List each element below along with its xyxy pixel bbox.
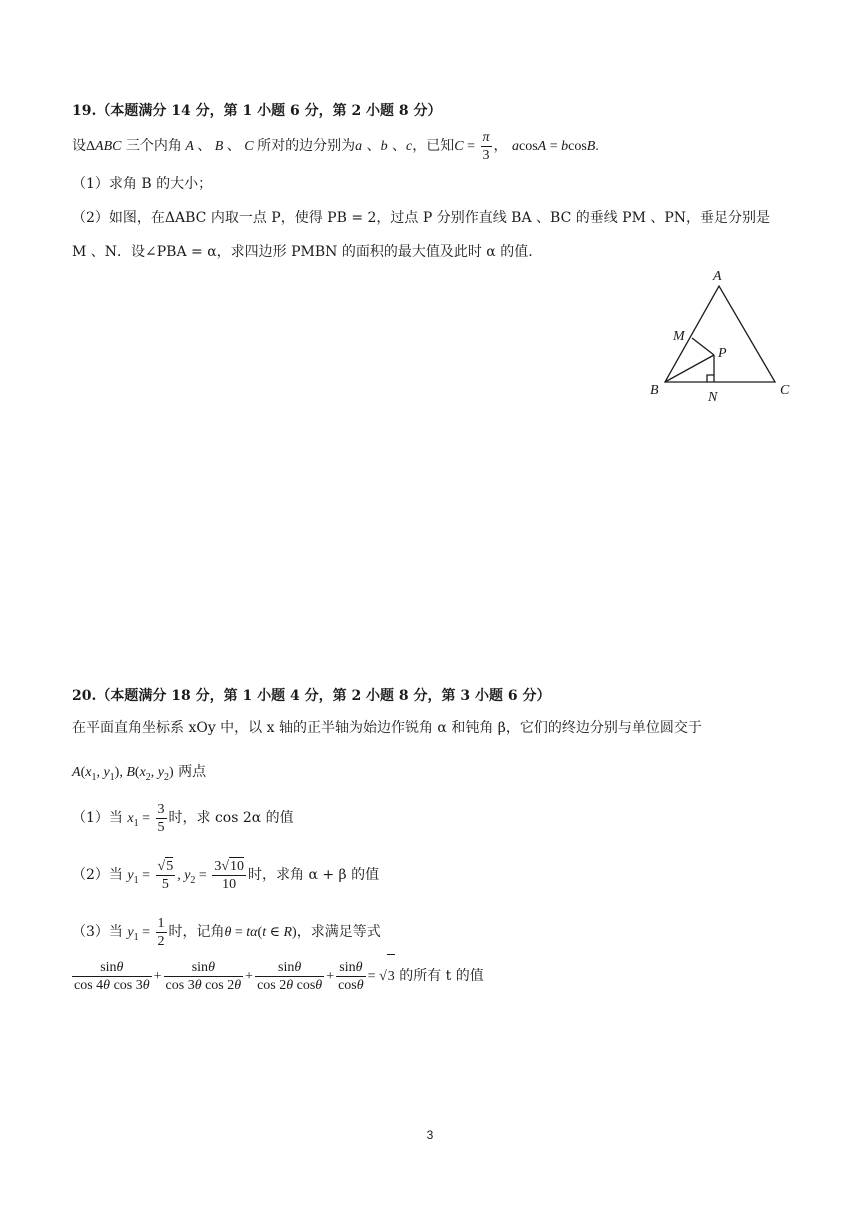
label-a: A xyxy=(713,269,722,284)
label-b: B xyxy=(650,383,659,398)
q20-points: $A(x_1$, $y_1$), $B(x_2$, $y_2$) 两点 xyxy=(72,764,207,783)
page-number: 3 xyxy=(426,1128,434,1142)
q20-part1: （1）当 $x_1$ = $\frac{3}{5}$ 时，求 cos 2α 的值 xyxy=(72,801,294,835)
q20-stem: 在平面直角坐标系 xOy 中，以 x 轴的正半轴为始边作锐角 α 和钝角 β，它们的终边分别与单位圆交于 xyxy=(72,720,702,736)
q19-part2-line2: M 、N．设∠PBA = α，求四边形 PMBN 的面积的最大值及此时 α 的值. xyxy=(72,244,533,260)
q20-part2: （2）当 $y_1$ = √ $\frac{5}{5}$ , $y_2$ = $\frac{3√ 10}{10}$ 时，求角 α + β 的值 xyxy=(72,852,379,898)
q19-part1: （1）求角 B 的大小； xyxy=(72,176,213,192)
q20-header: 20.（本题满分 18 分，第 1 小题 4 分，第 2 小题 8 分，第 3 小题 6 分） xyxy=(72,688,551,704)
triangle-figure xyxy=(640,262,800,402)
q20-part3: （3）当 $y_1$ = $\frac{1}{2}$ 时，记角θ = tα(t ∈ R)，求满足等式 xyxy=(72,915,381,949)
label-m: M xyxy=(673,329,685,344)
label-p: P xyxy=(718,346,727,361)
label-c: C xyxy=(780,383,790,398)
q19-header: 19.（本题满分 14 分，第 1 小题 6 分，第 2 小题 8 分） xyxy=(72,103,442,119)
q19-stem: 设ΔABC 三个内角 A 、 B 、 C 所对的边分别为a 、b 、c，已知C = $\frac{\pi}{3}$ ， acosA = bcosB. xyxy=(72,129,599,163)
segment-pm xyxy=(692,338,714,355)
q19-part2-line1: （2）如图，在ΔABC 内取一点 P，使得 PB = 2，过点 P 分别作直线 BA 、BC 的垂线 PM 、PN，垂足分别是 xyxy=(72,210,771,226)
right-angle-mark xyxy=(707,375,714,382)
q20-equation: $\frac{\sin\theta}{\text{cos 4θ cos 3θ}}$ + $\frac{\sin\theta}{\text{cos 3θ cos 2θ}}$ + $\frac{\sin\theta}{\text{cos 2θ cosθ}}$ + $\frac{\sin\theta}{\cos\theta}$ = √ 3 的所有 t 的值 xyxy=(70,954,484,998)
label-n: N xyxy=(708,390,718,402)
